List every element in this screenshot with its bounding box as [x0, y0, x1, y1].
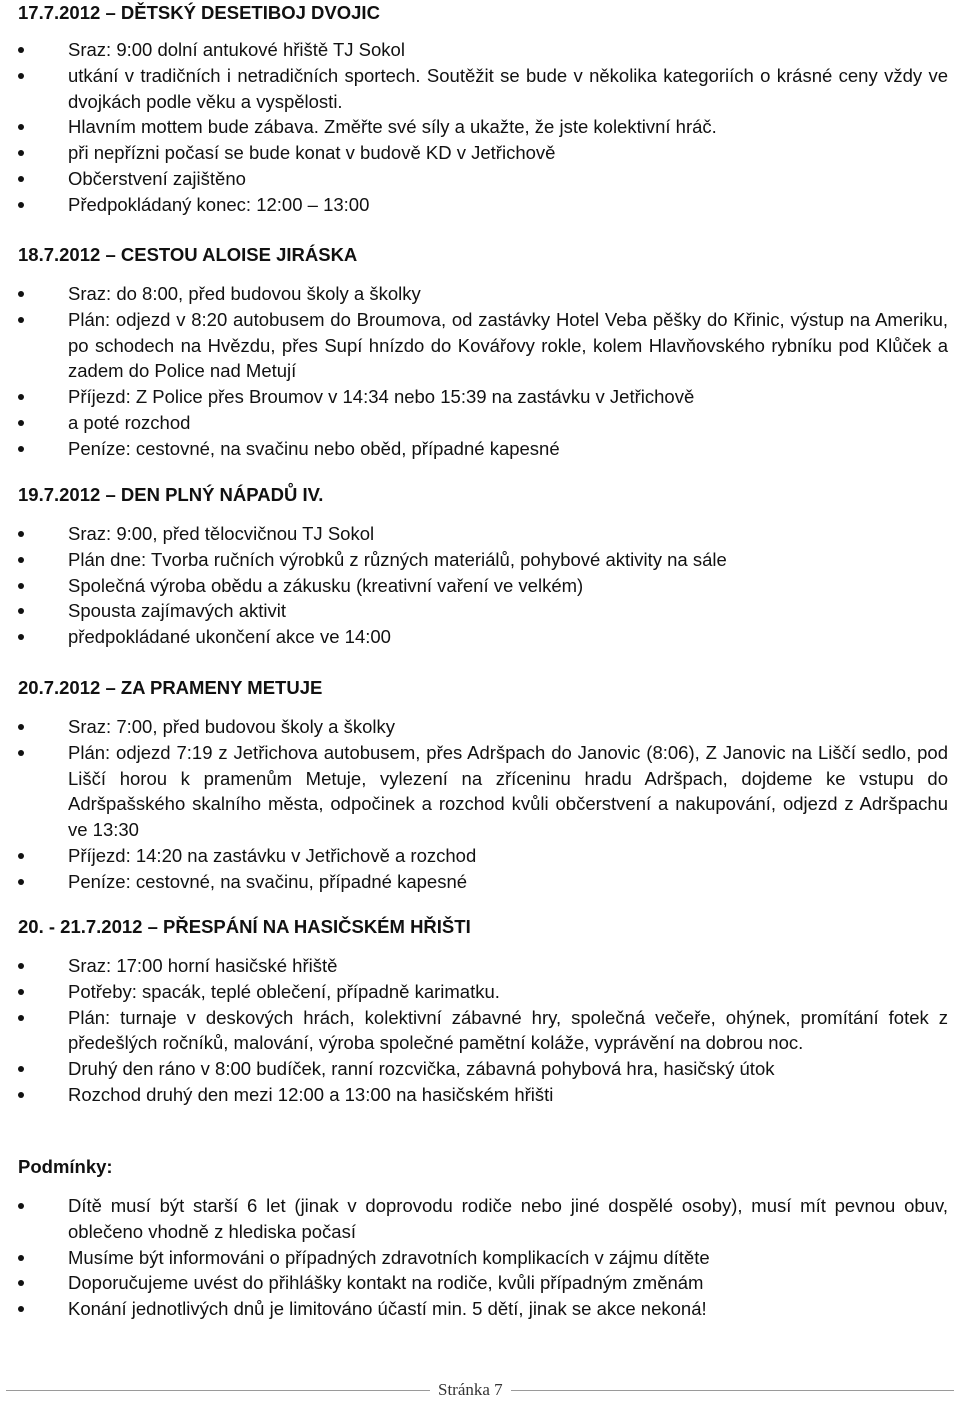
item-list — [18, 37, 948, 218]
bullet-icon — [18, 853, 24, 859]
bullet-icon — [18, 1066, 24, 1072]
list-item: Peníze: cestovné, na svačinu, případné kapesné — [18, 869, 948, 895]
item-list — [18, 1193, 948, 1322]
item-list — [18, 953, 948, 1108]
bullet-icon — [18, 73, 24, 79]
list-item: Příjezd: 14:20 na zastávku v Jetřichově a rozchod — [18, 843, 948, 869]
list-item: Dítě musí být starší 6 let (jinak v doprovodu rodiče nebo jiné dospělé osoby), musí mít pevnou obuv, oblečeno vhodně z hlediska počasí — [18, 1193, 948, 1245]
section-19-7 — [18, 484, 948, 650]
bullet-icon — [18, 291, 24, 297]
list-item: Plán: odjezd v 8:20 autobusem do Broumova, od zastávky Hotel Veba pěšky do Křinic, výstup na Ameriku, po schodech na Hvězdu, přes Supí hnízdo do Kovářovy rokle, kolem Hlavňovského rybníku pod Klůček a zadem do Police nad Metují — [18, 307, 948, 384]
section-20-7 — [18, 677, 948, 895]
list-item: Rozchod druhý den mezi 12:00 a 13:00 na hasičském hřišti — [18, 1082, 948, 1108]
bullet-icon — [18, 1203, 24, 1209]
bullet-icon — [18, 1280, 24, 1286]
bullet-icon — [18, 202, 24, 208]
list-item: Příjezd: Z Police přes Broumov v 14:34 nebo 15:39 na zastávku v Jetřichově — [18, 384, 948, 410]
item-list — [18, 714, 948, 895]
bullet-icon — [18, 1255, 24, 1261]
bullet-icon — [18, 1015, 24, 1021]
bullet-icon — [18, 557, 24, 563]
section-20-21-7 — [18, 916, 948, 1108]
bullet-icon — [18, 608, 24, 614]
list-item: Sraz: do 8:00, před budovou školy a školky — [18, 281, 948, 307]
list-item: při nepřízni počasí se bude konat v budově KD v Jetřichově — [18, 140, 948, 166]
list-item: utkání v tradičních i netradičních sportech. Soutěžit se bude v několika kategoriích o krásné ceny vždy ve dvojkách podle věku a vyspělosti. — [18, 63, 948, 115]
section-17-7 — [18, 2, 948, 218]
bullet-icon — [18, 724, 24, 730]
bullet-icon — [18, 879, 24, 885]
list-item: a poté rozchod — [18, 410, 948, 436]
list-item: Předpokládaný konec: 12:00 – 13:00 — [18, 192, 948, 218]
bullet-icon — [18, 394, 24, 400]
bullet-icon — [18, 1306, 24, 1312]
list-item: Konání jednotlivých dnů je limitováno účastí min. 5 dětí, jinak se akce nekoná! — [18, 1296, 948, 1322]
list-item: Plán dne: Tvorba ručních výrobků z různých materiálů, pohybové aktivity na sále — [18, 547, 948, 573]
section-heading: 19.7.2012 – DEN PLNÝ NÁPADŮ IV. — [18, 484, 324, 505]
bullet-icon — [18, 583, 24, 589]
page-footer — [0, 1376, 960, 1401]
list-item: Druhý den ráno v 8:00 budíček, ranní rozcvička, zábavná pohybová hra, hasičský útok — [18, 1056, 948, 1082]
section-heading: 20. - 21.7.2012 – PŘESPÁNÍ NA HASIČSKÉM HŘIŠTI — [18, 916, 471, 937]
section-conditions — [18, 1156, 948, 1322]
bullet-icon — [18, 317, 24, 323]
page-number: Stránka 7 — [430, 1379, 511, 1401]
bullet-icon — [18, 1092, 24, 1098]
list-item: Hlavním mottem bude zábava. Změřte své síly a ukažte, že jste kolektivní hráč. — [18, 114, 948, 140]
bullet-icon — [18, 47, 24, 53]
section-heading: 18.7.2012 – CESTOU ALOISE JIRÁSKA — [18, 244, 358, 265]
list-item: Sraz: 17:00 horní hasičské hřiště — [18, 953, 948, 979]
list-item: Občerstvení zajištěno — [18, 166, 948, 192]
bullet-icon — [18, 750, 24, 756]
list-item: Doporučujeme uvést do přihlášky kontakt na rodiče, kvůli případným změnám — [18, 1270, 948, 1296]
list-item: Sraz: 9:00 dolní antukové hřiště TJ Sokol — [18, 37, 948, 63]
section-18-7 — [18, 244, 948, 462]
item-list — [18, 281, 948, 462]
section-heading: Podmínky: — [18, 1156, 113, 1177]
bullet-icon — [18, 150, 24, 156]
section-heading: 17.7.2012 – DĚTSKÝ DESETIBOJ DVOJIC — [18, 2, 380, 23]
list-item: Plán: odjezd 7:19 z Jetřichova autobusem, přes Adršpach do Janovic (8:06), Z Janovic na Liščí sedlo, pod Liščí horou k pramenům Metuje, vylezení na zříceninu hradu Adršpach, dojdeme ke vstupu do Adršpašského skalního města, odpočinek a rozchod kvůli občerstvení a nakupování, odjezd z Adršpachu ve 13:30 — [18, 740, 948, 843]
bullet-icon — [18, 634, 24, 640]
list-item: Musíme být informováni o případných zdravotních komplikacích v zájmu dítěte — [18, 1245, 948, 1271]
bullet-icon — [18, 176, 24, 182]
section-heading: 20.7.2012 – ZA PRAMENY METUJE — [18, 677, 323, 698]
item-list — [18, 521, 948, 650]
list-item: předpokládané ukončení akce ve 14:00 — [18, 624, 948, 650]
list-item: Sraz: 9:00, před tělocvičnou TJ Sokol — [18, 521, 948, 547]
list-item: Společná výroba obědu a zákusku (kreativní vaření ve velkém) — [18, 573, 948, 599]
list-item: Spousta zajímavých aktivit — [18, 598, 948, 624]
bullet-icon — [18, 446, 24, 452]
list-item: Peníze: cestovné, na svačinu nebo oběd, případné kapesné — [18, 436, 948, 462]
list-item: Sraz: 7:00, před budovou školy a školky — [18, 714, 948, 740]
bullet-icon — [18, 989, 24, 995]
list-item: Plán: turnaje v deskových hrách, kolektivní zábavné hry, společná večeře, ohýnek, promítání fotek z předešlých ročníků, malování, výroba společné pamětní koláže, vyprávění na dobrou noc. — [18, 1005, 948, 1057]
bullet-icon — [18, 963, 24, 969]
bullet-icon — [18, 420, 24, 426]
list-item: Potřeby: spacák, teplé oblečení, případně karimatku. — [18, 979, 948, 1005]
bullet-icon — [18, 531, 24, 537]
bullet-icon — [18, 124, 24, 130]
